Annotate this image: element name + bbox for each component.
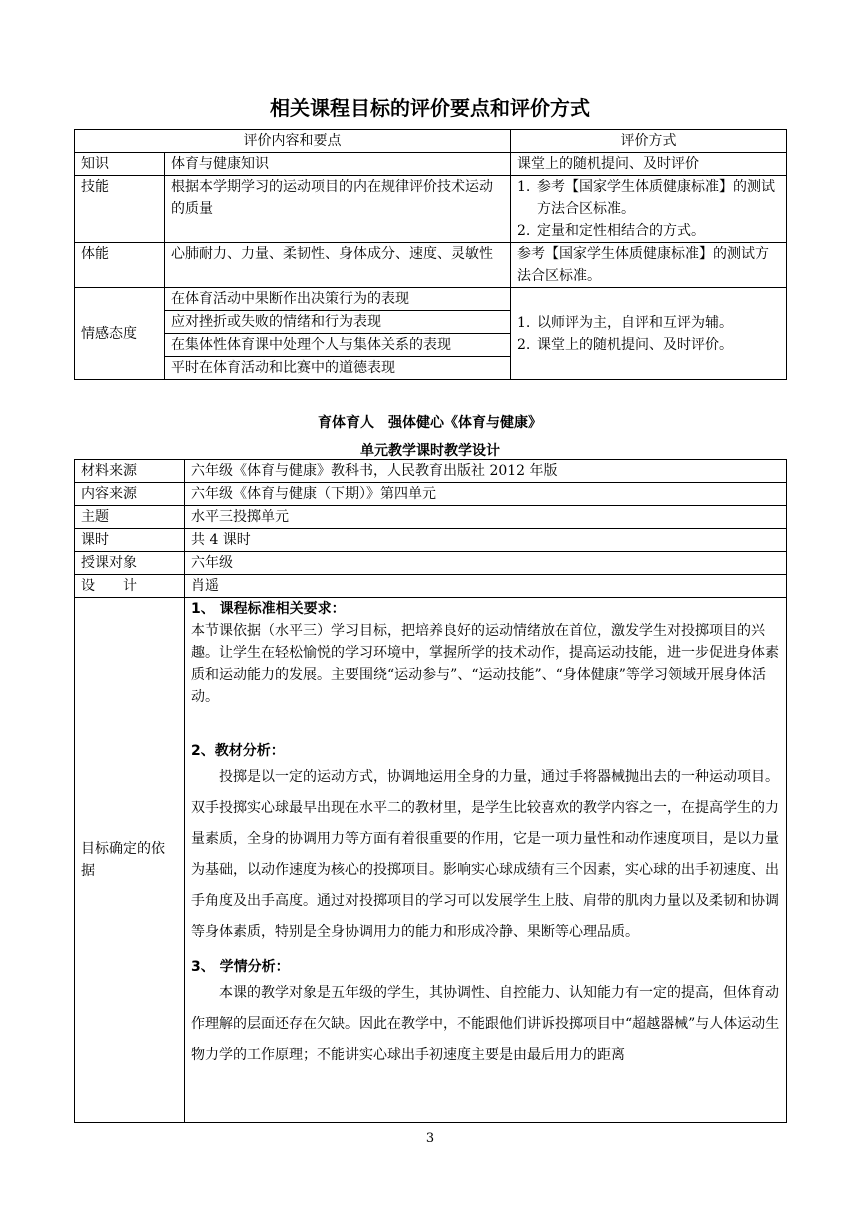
- content-cell: 在集体性体育课中处理个人与集体关系的表现: [165, 334, 511, 357]
- lesson-info-table: [74, 459, 787, 1123]
- list-item: 2. 课堂上的随机提问、及时评价。: [517, 336, 733, 353]
- evaluation-table: [74, 129, 787, 380]
- table-row: [75, 575, 787, 598]
- content-cell: 根据本学期学习的运动项目的内在规律评价技术运动的质量: [165, 176, 511, 243]
- table-row: [75, 506, 787, 529]
- section-subtitle: 育体育人 强体健心《体育与健康》: [318, 415, 542, 431]
- basis-label: 目标确定的依据: [75, 598, 185, 1123]
- row-value: 六年级: [185, 552, 787, 575]
- content-cell: 体育与健康知识: [165, 153, 511, 176]
- row-label: 材料来源: [75, 460, 185, 483]
- list-item: 1. 以师评为主，自评和互评为辅。: [517, 314, 733, 331]
- table-row: [75, 153, 787, 176]
- row-label: 授课对象: [75, 552, 185, 575]
- method-cell: 课堂上的随机提问、及时评价: [511, 153, 787, 176]
- category-fitness: 体能: [75, 243, 165, 288]
- table-row: [75, 552, 787, 575]
- table-row: [75, 243, 787, 288]
- row-value: 肖遥: [185, 575, 787, 598]
- content-cell: 应对挫折或失败的情绪和行为表现: [165, 311, 511, 334]
- row-label: 主题: [75, 506, 185, 529]
- category-knowledge: 知识: [75, 153, 165, 176]
- method-cell: [511, 176, 787, 243]
- content-cell: 心肺耐力、力量、柔韧性、身体成分、速度、灵敏性: [165, 243, 511, 288]
- table-row: [75, 598, 787, 1123]
- content-cell: 在体育活动中果断作出决策行为的表现: [165, 288, 511, 311]
- row-label: 设 计: [75, 575, 185, 598]
- header-method: 评价方式: [511, 130, 787, 153]
- table-row: [75, 288, 787, 311]
- row-label: 课时: [75, 529, 185, 552]
- header-content: 评价内容和要点: [75, 130, 511, 153]
- row-value: 水平三投掷单元: [185, 506, 787, 529]
- page-title: 相关课程目标的评价要点和评价方式: [270, 96, 590, 120]
- method-cell: 参考【国家学生体质健康标准】的测试方法合区标准。: [511, 243, 787, 288]
- basis-content: [185, 598, 787, 1123]
- section-text: 投掷是以一定的运动方式，协调地运用全身的力量，通过手将器械抛出去的一种运动项目。双手投掷实心球最早出现在水平二的教材里，是学生比较喜欢的教学内容之一，在提高学生的力量素质，全身的协调用力等方面有着很重要的作用，它是一项力量性和动作速度项目，是以力量为基础，以动作速度为核心的投掷项目。影响实心球成绩有三个因素，实心球的出手初速度、出手角度及出手高度。通过对投掷项目的学习可以发展学生上肢、肩带的肌肉力量以及柔韧和协调等身体素质，特别是全身协调用力的能力和形成冷静、果断等心理品质。: [191, 769, 779, 940]
- list-item: 2. 定量和定性相结合的方式。: [517, 223, 705, 239]
- section-heading: 2、教材分析：: [191, 743, 285, 759]
- table-row: [75, 130, 787, 153]
- row-value: 六年级《体育与健康（下期）》第四单元: [185, 483, 787, 506]
- row-label: 内容来源: [75, 483, 185, 506]
- category-attitude: 情感态度: [75, 288, 165, 380]
- content-cell: 平时在体育活动和比赛中的道德表现: [165, 357, 511, 380]
- section-text: 本节课依据（水平三）学习目标，把培养良好的运动情绪放在首位，激发学生对投掷项目的兴趣。让学生在轻松愉悦的学习环境中，掌握所学的技术动作，提高运动技能，进一步促进身体素质和运动能力的发展。主要围绕“运动参与”、“运动技能”、“身体健康”等学习领域开展身体活动。: [191, 623, 779, 705]
- table-row: [75, 460, 787, 483]
- table-row: [75, 529, 787, 552]
- section-heading: 3、 学情分析：: [191, 959, 290, 975]
- method-cell: [511, 288, 787, 380]
- table-row: [75, 176, 787, 243]
- row-value: 共 4 课时: [185, 529, 787, 552]
- category-skill: 技能: [75, 176, 165, 243]
- section-subtitle-2: 单元教学课时教学设计: [360, 443, 500, 459]
- page-number: 3: [425, 1131, 435, 1146]
- section-text: 本课的教学对象是五年级的学生，其协调性、自控能力、认知能力有一定的提高，但体育动作理解的层面还存在欠缺。因此在教学中，不能跟他们讲诉投掷项目中“超越器械”与人体运动生物力学的工作原理；不能讲实心球出手初速度主要是由最后用力的距离: [191, 985, 780, 1063]
- row-value: 六年级《体育与健康》教科书，人民教育出版社 2012 年版: [185, 460, 787, 483]
- list-item: 1. 参考【国家学生体质健康标准】的测试方法合区标准。: [517, 179, 775, 217]
- section-heading: 1、 课程标准相关要求：: [191, 601, 346, 617]
- table-row: [75, 483, 787, 506]
